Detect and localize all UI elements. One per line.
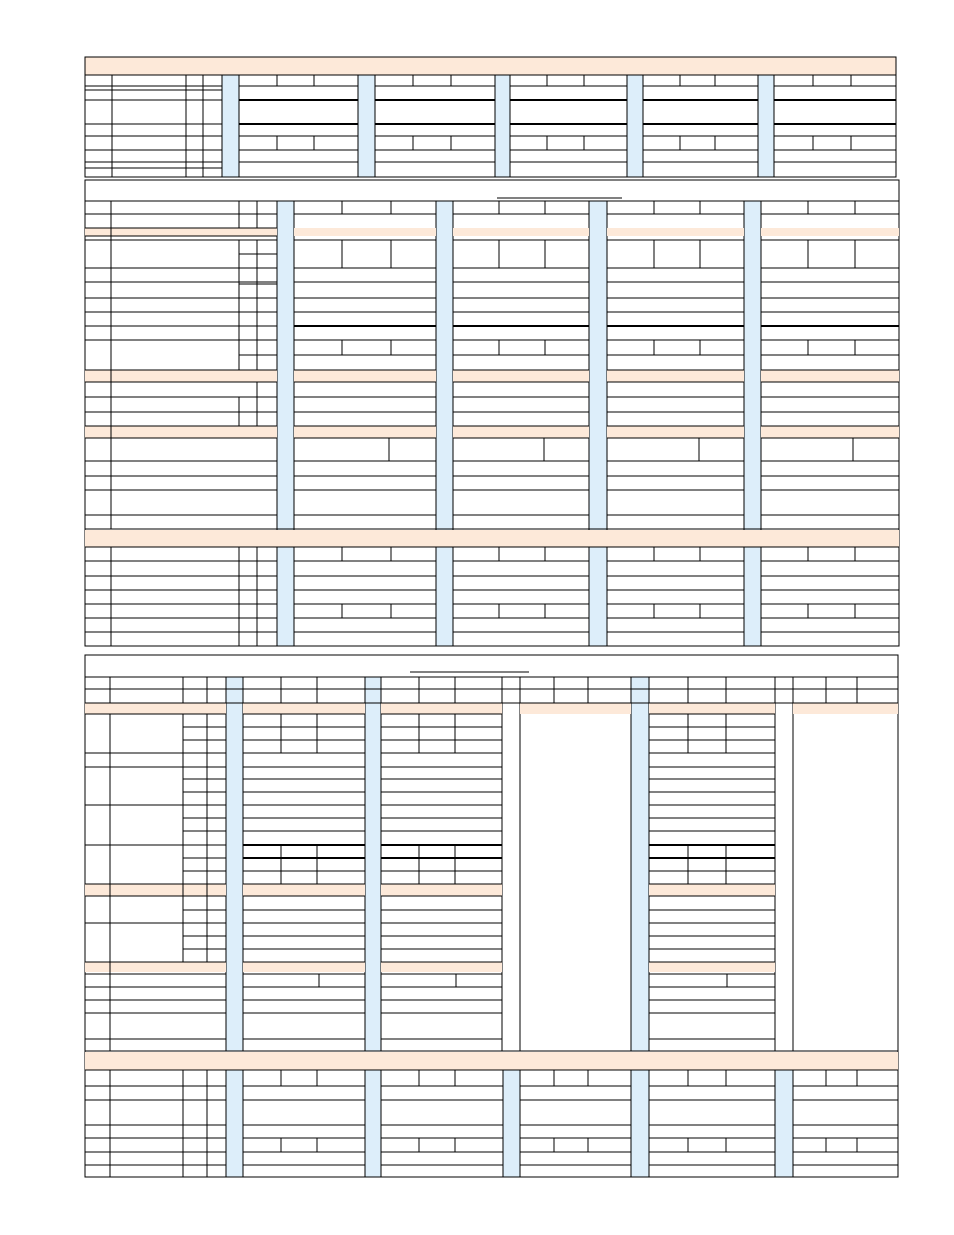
section-header-band [453,370,589,382]
separator-column [775,1070,793,1177]
section-header-band [761,228,899,236]
section-header-band [85,530,899,547]
separator-column [495,75,510,177]
section-header-band [649,962,775,972]
section-header-band [607,228,744,236]
section-header-band [85,962,226,972]
section-header-band [85,1052,898,1070]
separator-column [277,201,294,646]
section-header-band [85,228,277,236]
section-header-band [381,962,502,972]
section-header-band [453,426,589,438]
separator-column [631,677,649,1051]
section-header-band [243,962,365,972]
section-header-band [294,228,436,236]
section-header-band [85,57,896,75]
section-header-band [649,884,775,896]
section-header-band [607,426,744,438]
separator-column [744,201,761,646]
separator-column [358,75,375,177]
section-header-band [85,703,226,714]
section-header-band [761,426,899,438]
section-header-band [381,703,502,714]
section-header-band [85,426,277,438]
section-header-band [649,703,775,714]
separator-column [226,677,243,1051]
section-header-band [243,884,365,896]
section-header-band [520,703,631,714]
separator-column [503,1070,520,1177]
separator-column [226,1070,243,1177]
section-header-band [294,426,436,438]
section-header-band [294,370,436,382]
separator-column [758,75,774,177]
separator-column [436,201,453,646]
section-header-band [453,228,589,236]
section-header-band [85,370,277,382]
section-header-band [243,703,365,714]
section-header-band [607,370,744,382]
separator-column [222,75,239,177]
section-header-band [381,884,502,896]
separator-column [631,1070,649,1177]
separator-column [589,201,607,646]
section-header-band [793,703,898,714]
separator-column [365,677,381,1051]
separator-column [627,75,643,177]
section-header-band [85,884,226,896]
separator-column [365,1070,381,1177]
section-header-band [761,370,899,382]
